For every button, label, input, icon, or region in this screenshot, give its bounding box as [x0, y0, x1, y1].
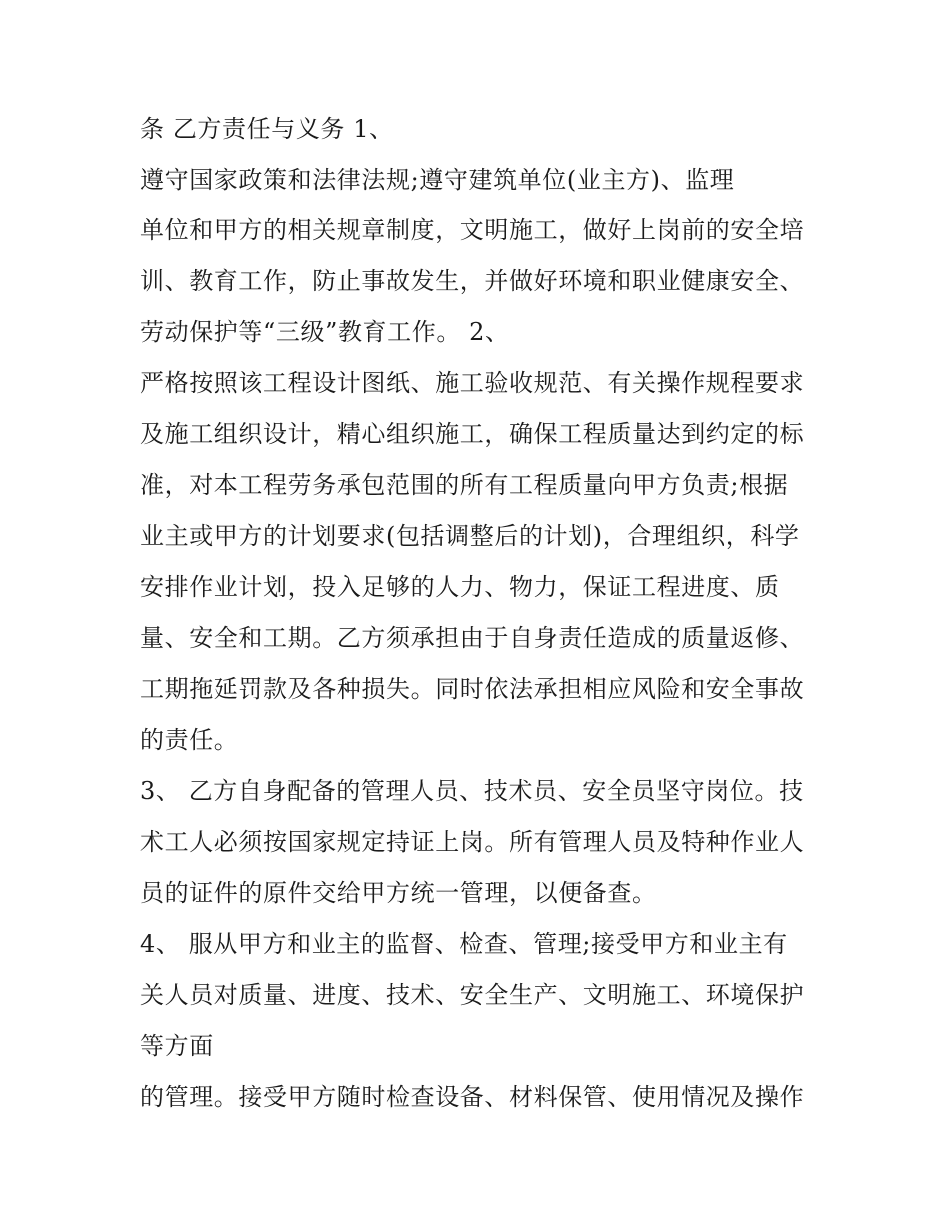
text-line: 严格按照该工程设计图纸、施工验收规范、有关操作规程要求: [140, 369, 805, 397]
text-line: 条 乙方责任与义务 1、: [140, 115, 394, 143]
text-line: 安排作业计划，投入足够的人力、物力，保证工程进度、质: [140, 573, 780, 601]
text-line: 训、教育工作，防止事故发生，并做好环境和职业健康安全、: [140, 267, 805, 295]
text-line: 的管理。接受甲方随时检查设备、材料保管、使用情况及操作: [140, 1083, 805, 1111]
text-line: 遵守国家政策和法律法规;遵守建筑单位(业主方)、监理: [140, 166, 735, 194]
text-line: 准，对本工程劳务承包范围的所有工程质量向甲方负责;根据: [140, 471, 789, 499]
text-line: 业主或甲方的计划要求(包括调整后的计划)，合理组织，科学: [140, 522, 800, 550]
text-line: 的责任。: [140, 726, 239, 754]
text-line: 单位和甲方的相关规章制度，文明施工，做好上岗前的安全培: [140, 216, 805, 244]
text-line: 3、 乙方自身配备的管理人员、技术员、安全员坚守岗位。技: [140, 777, 804, 805]
text-line: 员的证件的原件交给甲方统一管理，以便备查。: [140, 879, 657, 907]
text-line: 及施工组织设计，精心组织施工，确保工程质量达到约定的标: [140, 420, 805, 448]
text-line: 劳动保护等“三级”教育工作。 2、: [140, 318, 510, 346]
text-line: 术工人必须按国家规定持证上岗。所有管理人员及特种作业人: [140, 828, 805, 856]
text-line: 4、 服从甲方和业主的监督、检查、管理;接受甲方和业主有: [140, 930, 788, 958]
text-line: 等方面: [140, 1032, 214, 1060]
text-line: 工期拖延罚款及各种损失。同时依法承担相应风险和安全事故: [140, 675, 805, 703]
text-line: 量、安全和工期。乙方须承担由于自身责任造成的质量返修、: [140, 624, 805, 652]
text-line: 关人员对质量、进度、技术、安全生产、文明施工、环境保护: [140, 981, 805, 1009]
